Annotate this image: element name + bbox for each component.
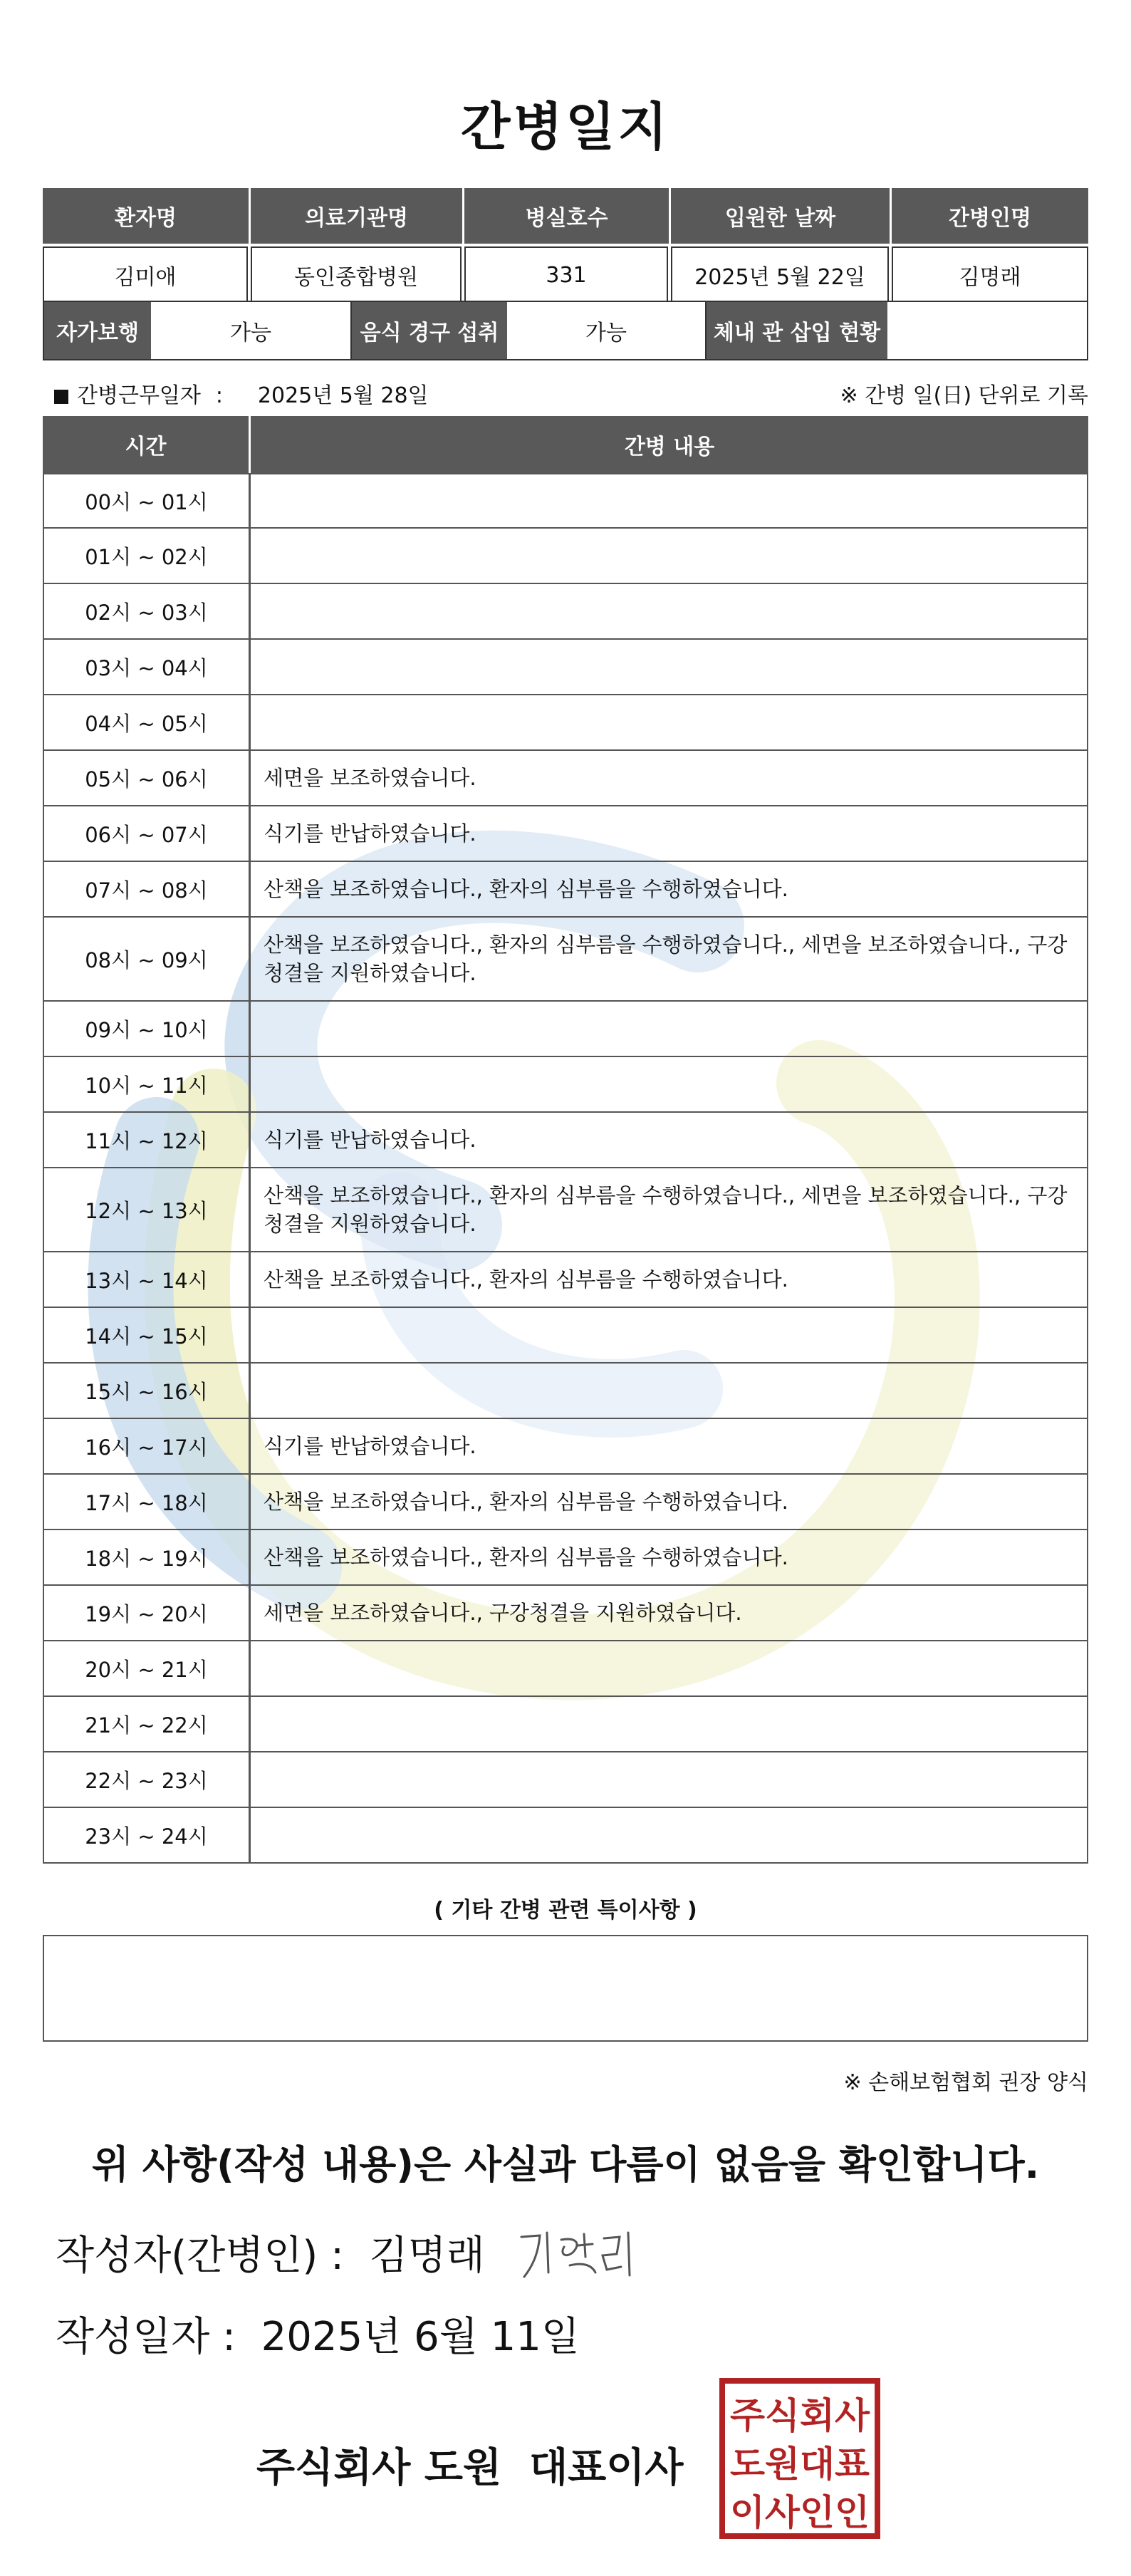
care-log-time: 13시 ~ 14시 bbox=[44, 1252, 251, 1307]
care-log-content bbox=[251, 474, 1087, 527]
unit-note: ※ 간병 일(日) 단위로 기록 bbox=[840, 383, 1088, 408]
care-log-time: 23시 ~ 24시 bbox=[44, 1808, 251, 1862]
work-date-label: 간병근무일자 bbox=[77, 383, 201, 408]
care-log-row bbox=[43, 1697, 1088, 1752]
care-log-content bbox=[251, 1641, 1087, 1695]
seal-line-1: 주식회사 bbox=[730, 2395, 870, 2436]
care-log-time: 08시 ~ 09시 bbox=[44, 918, 251, 1000]
care-log-row bbox=[43, 1419, 1088, 1475]
care-log-time: 00시 ~ 01시 bbox=[44, 474, 251, 527]
care-log-row bbox=[43, 1752, 1088, 1808]
care-log-content bbox=[251, 1057, 1087, 1111]
care-log-time: 02시 ~ 03시 bbox=[44, 584, 251, 638]
care-log-row bbox=[43, 1530, 1088, 1586]
writer-name: 김명래 bbox=[369, 2233, 485, 2279]
insertion-value bbox=[887, 302, 1087, 359]
care-log-row bbox=[43, 918, 1088, 1002]
patient-info-table bbox=[43, 188, 1088, 303]
self-walk-value: 가능 bbox=[151, 302, 352, 359]
care-log-header bbox=[43, 416, 1088, 473]
care-log-row bbox=[43, 1057, 1088, 1113]
care-log-content bbox=[251, 529, 1087, 583]
care-log-row bbox=[43, 806, 1088, 862]
care-log-row bbox=[43, 1808, 1088, 1864]
seal-line-2: 도원대표 bbox=[730, 2443, 870, 2485]
care-log-time: 20시 ~ 21시 bbox=[44, 1641, 251, 1695]
header-hospital-name: 의료기관명 bbox=[251, 188, 464, 244]
care-log-time: 19시 ~ 20시 bbox=[44, 1586, 251, 1640]
writer-label: 작성자(간병인) : bbox=[56, 2233, 344, 2279]
care-log-content: 산책을 보조하였습니다., 환자의 심부름을 수행하였습니다. bbox=[251, 1530, 1087, 1584]
care-log-time: 01시 ~ 02시 bbox=[44, 529, 251, 583]
care-log-content: 산책을 보조하였습니다., 환자의 심부름을 수행하였습니다. bbox=[251, 1252, 1087, 1307]
care-log-content bbox=[251, 584, 1087, 638]
confirmation-statement: 위 사항(작성 내용)은 사실과 다름이 없음을 확인합니다. bbox=[91, 2142, 1040, 2187]
care-log-row bbox=[43, 751, 1088, 806]
header-caregiver-name: 간병인명 bbox=[892, 188, 1088, 244]
caregiver-name: 김명래 bbox=[892, 246, 1088, 303]
room-number: 331 bbox=[464, 246, 668, 303]
care-log-time: 04시 ~ 05시 bbox=[44, 695, 251, 749]
care-log-content bbox=[251, 640, 1087, 694]
care-log-time: 05시 ~ 06시 bbox=[44, 751, 251, 805]
care-log-table bbox=[43, 416, 1088, 1864]
care-log-row bbox=[43, 1308, 1088, 1364]
care-log-content: 식기를 반납하였습니다. bbox=[251, 1419, 1087, 1473]
care-log-time: 07시 ~ 08시 bbox=[44, 862, 251, 916]
care-log-row bbox=[43, 1586, 1088, 1641]
company-seal bbox=[719, 2378, 880, 2539]
patient-name: 김미애 bbox=[43, 246, 248, 303]
work-date-value: 2025년 5월 28일 bbox=[257, 383, 429, 408]
care-log-content: 세면을 보조하였습니다., 구강청결을 지원하였습니다. bbox=[251, 1586, 1087, 1640]
handwritten-signature bbox=[513, 2223, 641, 2287]
care-log-row bbox=[43, 1252, 1088, 1308]
care-log-content: 식기를 반납하였습니다. bbox=[251, 1113, 1087, 1167]
admission-date: 2025년 5월 22일 bbox=[671, 246, 889, 303]
special-notes-box bbox=[43, 1935, 1088, 2042]
hospital-name: 동인종합병원 bbox=[251, 246, 462, 303]
work-date-colon: : bbox=[215, 383, 223, 408]
care-log-content: 산책을 보조하였습니다., 환자의 심부름을 수행하였습니다., 세면을 보조하였습니다., 구강청결을 지원하였습니다. bbox=[251, 1168, 1087, 1251]
care-log-row bbox=[43, 473, 1088, 529]
care-log-content: 산책을 보조하였습니다., 환자의 심부름을 수행하였습니다., 세면을 보조하였습니다., 구강청결을 지원하였습니다. bbox=[251, 918, 1087, 1000]
oral-intake-label: 음식 경구 섭취 bbox=[352, 302, 507, 359]
care-log-content bbox=[251, 695, 1087, 749]
patient-info-header-row bbox=[43, 188, 1088, 244]
header-admission-date: 입원한 날짜 bbox=[671, 188, 892, 244]
care-log-time: 21시 ~ 22시 bbox=[44, 1697, 251, 1751]
care-log-content bbox=[251, 1364, 1087, 1418]
care-log-time: 09시 ~ 10시 bbox=[44, 1002, 251, 1056]
care-log-content bbox=[251, 1752, 1087, 1807]
special-notes-title: ( 기타 간병 관련 특이사항 ) bbox=[434, 1898, 697, 1923]
header-time: 시간 bbox=[43, 416, 251, 473]
care-log-time: 18시 ~ 19시 bbox=[44, 1530, 251, 1584]
care-log-time: 03시 ~ 04시 bbox=[44, 640, 251, 694]
care-log-content: 식기를 반납하였습니다. bbox=[251, 806, 1087, 861]
care-log-row bbox=[43, 1364, 1088, 1419]
work-date bbox=[54, 378, 429, 409]
page-title: 간병일지 bbox=[460, 97, 671, 157]
care-log-time: 15시 ~ 16시 bbox=[44, 1364, 251, 1418]
care-log-content: 세면을 보조하였습니다. bbox=[251, 751, 1087, 805]
write-date-value: 2025년 6월 11일 bbox=[261, 2314, 580, 2360]
care-log-row bbox=[43, 640, 1088, 695]
care-log-time: 12시 ~ 13시 bbox=[44, 1168, 251, 1251]
header-room-number: 병실호수 bbox=[464, 188, 671, 244]
care-log-time: 06시 ~ 07시 bbox=[44, 806, 251, 861]
patient-status-row bbox=[43, 301, 1088, 360]
writer-line bbox=[56, 2224, 485, 2281]
care-log-row bbox=[43, 862, 1088, 918]
company-representative: 주식회사 도원 대표이사 bbox=[256, 2445, 684, 2491]
care-log-time: 17시 ~ 18시 bbox=[44, 1475, 251, 1529]
care-log-content bbox=[251, 1002, 1087, 1056]
header-patient-name: 환자명 bbox=[43, 188, 251, 244]
care-log-time: 22시 ~ 23시 bbox=[44, 1752, 251, 1807]
care-log-row bbox=[43, 695, 1088, 751]
care-log-content: 산책을 보조하였습니다., 환자의 심부름을 수행하였습니다. bbox=[251, 1475, 1087, 1529]
oral-intake-value: 가능 bbox=[507, 302, 707, 359]
write-date-label: 작성일자 : bbox=[56, 2314, 236, 2360]
care-log-row bbox=[43, 1168, 1088, 1252]
patient-info-value-row bbox=[43, 244, 1088, 303]
care-log-content bbox=[251, 1697, 1087, 1751]
write-date-line bbox=[56, 2305, 580, 2362]
association-note: ※ 손해보험협회 권장 양식 bbox=[843, 2070, 1088, 2095]
care-log-content bbox=[251, 1808, 1087, 1862]
care-log-row bbox=[43, 1113, 1088, 1168]
care-log-row bbox=[43, 529, 1088, 584]
care-log-row bbox=[43, 584, 1088, 640]
self-walk-label: 자가보행 bbox=[44, 302, 151, 359]
insertion-label: 체내 관 삽입 현황 bbox=[707, 302, 887, 359]
care-log-time: 16시 ~ 17시 bbox=[44, 1419, 251, 1473]
care-log-time: 10시 ~ 11시 bbox=[44, 1057, 251, 1111]
care-log-body bbox=[43, 473, 1088, 1864]
care-log-time: 11시 ~ 12시 bbox=[44, 1113, 251, 1167]
square-bullet-icon bbox=[54, 390, 68, 404]
care-log-content bbox=[251, 1308, 1087, 1362]
care-log-row bbox=[43, 1641, 1088, 1697]
header-content: 간병 내용 bbox=[624, 435, 715, 459]
seal-line-3: 이사인인 bbox=[730, 2492, 870, 2533]
care-log-row bbox=[43, 1475, 1088, 1530]
care-log-row bbox=[43, 1002, 1088, 1057]
care-log-time: 14시 ~ 15시 bbox=[44, 1308, 251, 1362]
care-log-content: 산책을 보조하였습니다., 환자의 심부름을 수행하였습니다. bbox=[251, 862, 1087, 916]
